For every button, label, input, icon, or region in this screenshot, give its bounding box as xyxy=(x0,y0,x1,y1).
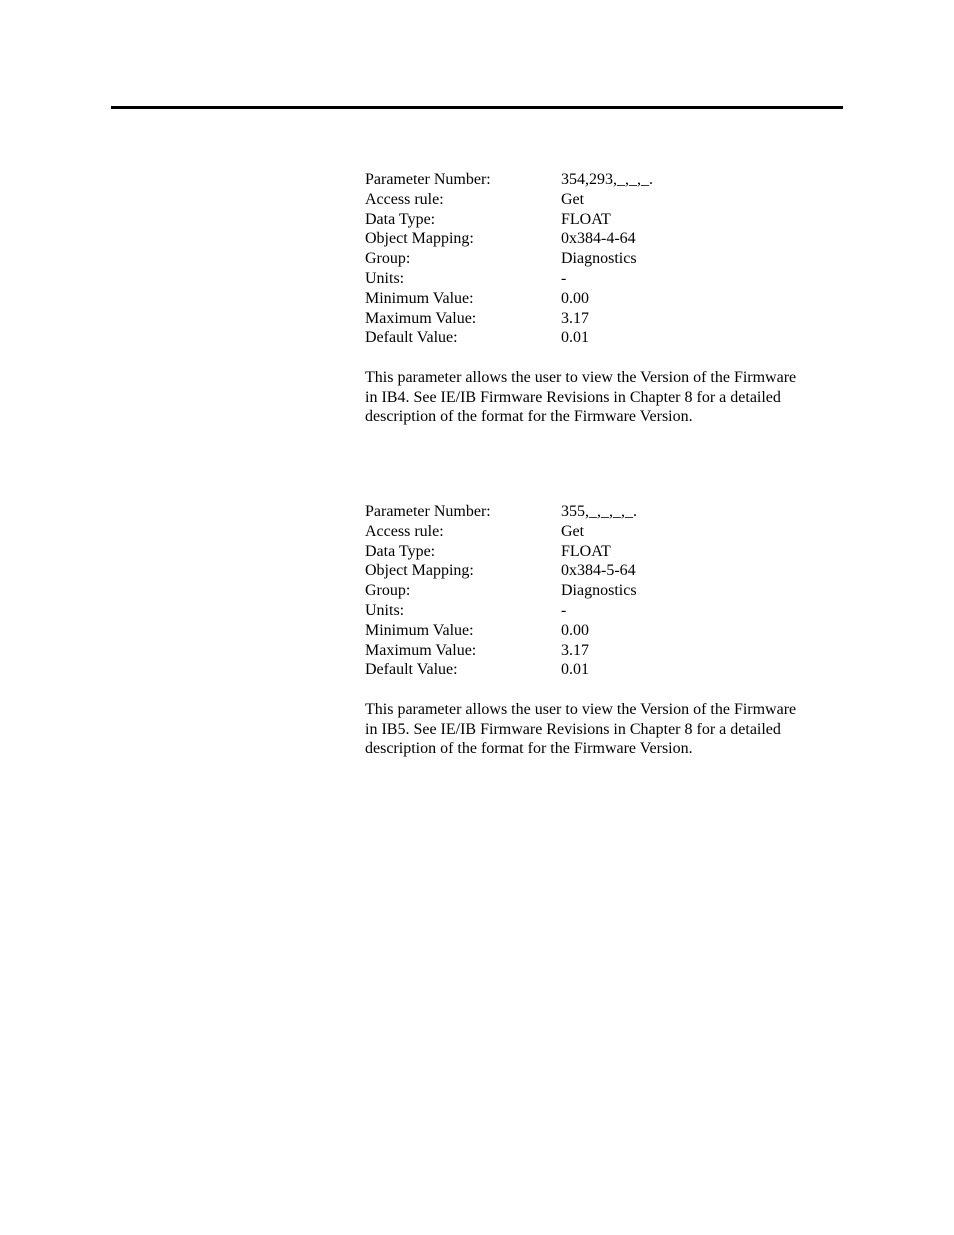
parameter-number-label: Parameter Number: xyxy=(365,503,491,520)
maximum-value-value: 3.17 xyxy=(561,309,589,327)
description-line: This parameter allows the user to view the Version of the Firmware xyxy=(365,369,797,387)
parameter-number-value: 355,_,_,_,_. xyxy=(561,503,637,520)
parameter-description xyxy=(365,368,843,427)
parameter-attributes-table xyxy=(365,170,653,348)
default-value-value: 0.01 xyxy=(561,661,589,679)
parameter-number-value: 354,293,_,_,_. xyxy=(561,171,653,188)
object-mapping-value: 0x384-5-64 xyxy=(561,562,636,580)
maximum-value-label: Maximum Value: xyxy=(365,309,477,327)
table-row xyxy=(365,581,637,601)
table-row xyxy=(365,170,653,190)
group-label: Group: xyxy=(365,582,411,600)
parameter-block-1 xyxy=(365,170,845,427)
minimum-value-value: 0.00 xyxy=(561,289,589,307)
table-row xyxy=(365,289,653,309)
object-mapping-value: 0x384-4-64 xyxy=(561,230,636,248)
group-label: Group: xyxy=(365,250,411,268)
maximum-value-label: Maximum Value: xyxy=(365,641,477,659)
table-row xyxy=(365,269,653,289)
object-mapping-label: Object Mapping: xyxy=(365,562,474,580)
data-type-value: FLOAT xyxy=(561,210,611,228)
units-value: - xyxy=(561,601,567,619)
description-line: in IB5. See IE/IB Firmware Revisions in Chapter 8 for a detailed xyxy=(365,720,781,738)
description-line: description of the format for the Firmware Version. xyxy=(365,740,693,758)
table-row xyxy=(365,210,653,230)
table-row xyxy=(365,601,637,621)
description-line: in IB4. See IE/IB Firmware Revisions in Chapter 8 for a detailed xyxy=(365,388,781,406)
minimum-value-value: 0.00 xyxy=(561,621,589,639)
table-row xyxy=(365,660,637,680)
parameter-description xyxy=(365,700,843,759)
table-row xyxy=(365,190,653,210)
table-row xyxy=(365,561,637,581)
group-value: Diagnostics xyxy=(561,250,637,268)
table-row xyxy=(365,502,637,522)
access-rule-value: Get xyxy=(561,190,585,208)
units-label: Units: xyxy=(365,269,405,287)
table-row xyxy=(365,641,637,661)
table-row xyxy=(365,328,653,348)
minimum-value-label: Minimum Value: xyxy=(365,289,474,307)
access-rule-label: Access rule: xyxy=(365,190,444,208)
table-row xyxy=(365,522,637,542)
data-type-label: Data Type: xyxy=(365,210,436,228)
default-value-label: Default Value: xyxy=(365,661,458,679)
group-value: Diagnostics xyxy=(561,582,637,600)
table-row xyxy=(365,309,653,329)
table-row xyxy=(365,621,637,641)
minimum-value-label: Minimum Value: xyxy=(365,621,474,639)
description-line: This parameter allows the user to view the Version of the Firmware xyxy=(365,701,797,719)
units-label: Units: xyxy=(365,601,405,619)
parameter-number-label: Parameter Number: xyxy=(365,171,491,188)
description-line: description of the format for the Firmware Version. xyxy=(365,408,693,426)
units-value: - xyxy=(561,269,567,287)
default-value-value: 0.01 xyxy=(561,329,589,347)
access-rule-value: Get xyxy=(561,522,585,540)
table-row xyxy=(365,229,653,249)
default-value-label: Default Value: xyxy=(365,329,458,347)
data-type-value: FLOAT xyxy=(561,542,611,560)
maximum-value-value: 3.17 xyxy=(561,641,589,659)
data-type-label: Data Type: xyxy=(365,542,436,560)
parameter-attributes-table xyxy=(365,502,637,680)
parameter-block-2 xyxy=(365,502,845,759)
table-row xyxy=(365,249,653,269)
object-mapping-label: Object Mapping: xyxy=(365,230,474,248)
access-rule-label: Access rule: xyxy=(365,522,444,540)
table-row xyxy=(365,542,637,562)
header-rule xyxy=(111,106,843,109)
